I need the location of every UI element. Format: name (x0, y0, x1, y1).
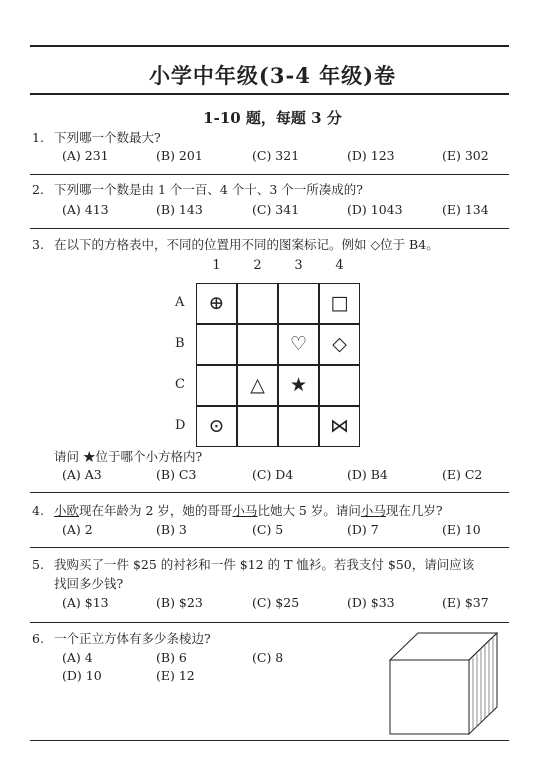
option-b[interactable]: (B) 6 (156, 650, 187, 665)
question-3-prompt: 请问 ★位于哪个小方格内? (54, 449, 203, 464)
grid-symbol: ★ (289, 374, 308, 396)
option-d[interactable]: (D) 10 (62, 668, 102, 683)
option-b[interactable]: (B) 201 (156, 148, 203, 163)
option-d[interactable]: (D) $33 (347, 595, 395, 610)
question-4 (32, 503, 443, 519)
option-b[interactable]: (B) C3 (156, 467, 197, 482)
option-b[interactable]: (B) 143 (156, 202, 203, 217)
grid-cell (237, 406, 278, 447)
question-text: 现在年龄为 2 岁，她的哥哥 (79, 503, 233, 518)
option-b[interactable]: (B) $23 (156, 595, 203, 610)
grid-row-label: B (175, 336, 185, 351)
divider (30, 228, 509, 229)
question-1 (32, 130, 161, 146)
question-text: 一个正立方体有多少条棱边? (54, 631, 211, 646)
option-d[interactable]: (D) B4 (347, 467, 388, 482)
question-3 (32, 237, 439, 253)
grid-column-label: 2 (253, 258, 262, 273)
option-c[interactable]: (C) 321 (252, 148, 300, 163)
option-e[interactable]: (E) 134 (442, 202, 489, 217)
grid-symbol: ◇ (332, 333, 347, 355)
option-e[interactable]: (E) $37 (442, 595, 489, 610)
grid-cell (278, 283, 319, 324)
question-5-continued: 找回多少钱? (54, 576, 124, 591)
question-text: 比她大 5 岁。请问 (257, 503, 361, 518)
option-c[interactable]: (C) $25 (252, 595, 300, 610)
title-rule (30, 93, 509, 95)
question-5 (32, 557, 474, 573)
grid-column-label: 4 (335, 258, 344, 273)
cube-illustration (385, 628, 505, 738)
question-number: 4. (32, 503, 44, 518)
option-c[interactable]: (C) D4 (252, 467, 294, 482)
grid-cell (237, 324, 278, 365)
question-number: 2. (32, 182, 44, 197)
grid-symbol: ⋈ (330, 415, 349, 437)
option-e[interactable]: (E) 12 (156, 668, 195, 683)
option-c[interactable]: (C) 8 (252, 650, 284, 665)
question-6 (32, 631, 211, 647)
bottom-rule (30, 740, 509, 741)
question-2 (32, 182, 363, 198)
option-a[interactable]: (A) 4 (62, 650, 93, 665)
question-number: 6. (32, 631, 44, 646)
question-text: 下列哪一个数最大? (54, 130, 161, 145)
grid-symbol: □ (330, 292, 349, 314)
option-d[interactable]: (D) 123 (347, 148, 395, 163)
grid-cell (319, 365, 360, 406)
name-underlined: 小欧 (54, 503, 80, 518)
name-underlined: 小马 (232, 503, 258, 518)
option-c[interactable]: (C) 341 (252, 202, 300, 217)
option-e[interactable]: (E) C2 (442, 467, 483, 482)
grid-row-label: A (175, 295, 185, 310)
option-a[interactable]: (A) $13 (62, 595, 109, 610)
divider (30, 547, 509, 548)
grid-column-label: 3 (294, 258, 303, 273)
grid-symbol: ⊕ (208, 292, 225, 314)
question-text: 下列哪一个数是由 1 个一百、4 个十、3 个一所凑成的? (54, 182, 363, 197)
option-a[interactable]: (A) A3 (62, 467, 102, 482)
grid-column-label: 1 (212, 258, 221, 273)
grid-symbol: ⊙ (208, 415, 225, 437)
divider (30, 492, 509, 493)
option-a[interactable]: (A) 231 (62, 148, 109, 163)
question-number: 3. (32, 237, 44, 252)
option-e[interactable]: (E) 10 (442, 522, 481, 537)
grid-symbol: △ (250, 374, 265, 396)
symbol-grid (196, 283, 360, 447)
question-number: 5. (32, 557, 44, 572)
option-b[interactable]: (B) 3 (156, 522, 187, 537)
option-a[interactable]: (A) 413 (62, 202, 109, 217)
grid-cell (196, 365, 237, 406)
option-d[interactable]: (D) 1043 (347, 202, 403, 217)
divider (30, 174, 509, 175)
grid-cell (196, 324, 237, 365)
option-e[interactable]: (E) 302 (442, 148, 489, 163)
divider (30, 622, 509, 623)
option-a[interactable]: (A) 2 (62, 522, 93, 537)
grid-cell (237, 283, 278, 324)
grid-symbol: ♡ (289, 333, 308, 355)
name-underlined: 小马 (360, 503, 386, 518)
question-number: 1. (32, 130, 44, 145)
grid-row-label: C (175, 377, 185, 392)
section-heading: 1-10 题，每题 3 分 (203, 109, 342, 127)
option-c[interactable]: (C) 5 (252, 522, 284, 537)
question-text: 在以下的方格表中，不同的位置用不同的图案标记。例如 ◇位于 B4。 (54, 237, 439, 252)
question-text: 我购买了一件 $25 的衬衫和一件 $12 的 T 恤衫。若我支付 $50，请问应该 (54, 557, 475, 572)
question-text: 现在几岁? (385, 503, 443, 518)
grid-row-label: D (175, 418, 186, 433)
grid-cell (278, 406, 319, 447)
top-rule (30, 45, 509, 47)
option-d[interactable]: (D) 7 (347, 522, 379, 537)
page-title: 小学中年级(3-4 年级)卷 (148, 63, 397, 88)
